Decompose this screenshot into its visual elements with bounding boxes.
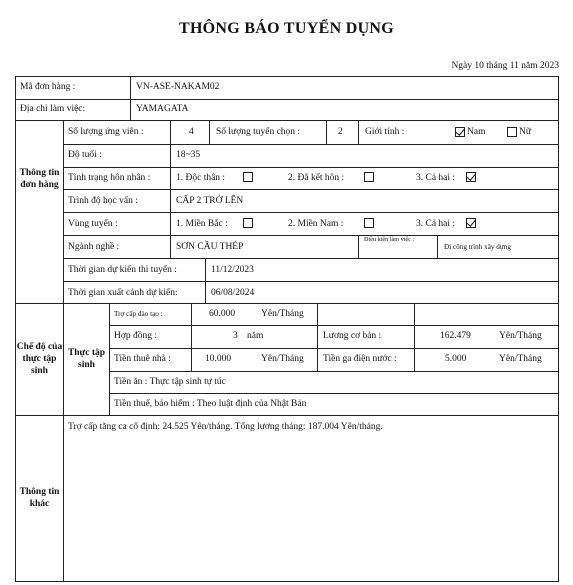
marital-option-2: 2. Đã kết hôn :: [288, 173, 345, 183]
work-place-value: YAMAGATA: [136, 104, 189, 114]
marital-checkbox-1[interactable]: [243, 172, 253, 182]
region-option-3: 3. Cả hai :: [416, 219, 456, 229]
training-allowance-value: 60.000: [209, 309, 236, 319]
selected-value: 2: [338, 127, 343, 137]
departure-value: 06/08/2024: [211, 288, 255, 298]
food-note: Tiền ăn : Thực tập sinh tự túc: [114, 377, 226, 387]
document-date: Ngày 10 tháng 11 năm 2023: [451, 61, 559, 71]
region-checkbox-2[interactable]: [364, 218, 374, 228]
job-value: SƠN CẦU THÉP: [176, 242, 244, 252]
order-code-value: VN-ASE-NAKAM02: [136, 82, 220, 92]
utilities-value: 5.000: [445, 354, 467, 364]
departure-label: Thời gian xuất cảnh dự kiến:: [68, 288, 178, 298]
utilities-label: Tiền ga điện nước :: [323, 354, 397, 364]
job-label: Ngành nghề :: [68, 242, 120, 252]
order-code-label: Mã đơn hàng :: [20, 82, 76, 92]
female-label: Nữ: [519, 127, 532, 137]
marital-label: Tình trạng hôn nhân :: [68, 173, 151, 183]
female-checkbox[interactable]: [507, 127, 517, 137]
policy-section-label: Chế độ của thực tập sinh: [16, 342, 63, 376]
contract-value: 3: [233, 331, 238, 341]
other-info-text: Trợ cấp tăng ca cố định: 24.525 Yên/tháng. Tổng lương tháng: 187.004 Yên/tháng.: [68, 422, 383, 432]
trainee-label: Thực tập sinh: [67, 348, 106, 370]
contract-label: Hợp đồng :: [114, 331, 158, 341]
contract-unit: năm: [247, 331, 264, 341]
rent-unit: Yên/Tháng: [261, 354, 304, 364]
order-info-section-label: Thông tin đơn hàng: [19, 168, 60, 190]
exam-time-value: 11/12/2023: [211, 265, 254, 275]
rent-value: 10.000: [205, 354, 232, 364]
base-salary-value: 162.479: [440, 331, 471, 341]
work-condition-label: Điều kiện làm việc :: [364, 236, 415, 243]
training-allowance-unit: Yên/Tháng: [261, 309, 304, 319]
work-condition-value: Đi công trình xây dựng: [444, 243, 511, 251]
age-label: Độ tuổi :: [68, 150, 102, 160]
education-value: CẤP 2 TRỞ LÊN: [176, 196, 244, 206]
candidates-value: 4: [189, 127, 194, 137]
region-option-1: 1. Miền Bắc :: [176, 219, 228, 229]
region-option-2: 2. Miền Nam :: [288, 219, 344, 229]
utilities-unit: Yên/Tháng: [499, 354, 542, 364]
work-place-label: Địa chỉ làm việc:: [20, 104, 86, 114]
exam-time-label: Thời gian dự kiến thi tuyển :: [68, 265, 177, 275]
base-salary-unit: Yên/Tháng: [499, 331, 542, 341]
region-checkbox-3[interactable]: [466, 218, 476, 228]
rent-label: Tiền thuê nhà :: [114, 354, 171, 364]
age-value: 18~35: [176, 150, 201, 160]
male-label: Nam: [467, 127, 486, 137]
gender-label: Giới tính :: [365, 127, 405, 137]
marital-option-1: 1. Độc thân :: [176, 173, 226, 183]
other-info-section-label: Thông tin khác: [19, 487, 60, 509]
region-checkbox-1[interactable]: [243, 218, 253, 228]
marital-checkbox-2[interactable]: [364, 172, 374, 182]
base-salary-label: Lương cơ bản :: [323, 331, 382, 341]
marital-option-3: 3. Cả hai :: [416, 173, 456, 183]
candidates-label: Số lượng ứng viên :: [68, 127, 144, 137]
education-label: Trình độ học vấn :: [68, 196, 138, 206]
page-title: THÔNG BÁO TUYỂN DỤNG: [178, 20, 395, 37]
tax-note: Tiền thuế, bảo hiểm : Theo luật định của Nhật Bản: [114, 399, 307, 409]
training-allowance-label: Trợ cấp đào tạo :: [114, 310, 163, 318]
marital-checkbox-3[interactable]: [466, 172, 476, 182]
region-label: Vùng tuyển :: [68, 219, 118, 229]
selected-label: Số lượng tuyển chọn :: [216, 127, 301, 137]
male-checkbox[interactable]: [455, 127, 465, 137]
